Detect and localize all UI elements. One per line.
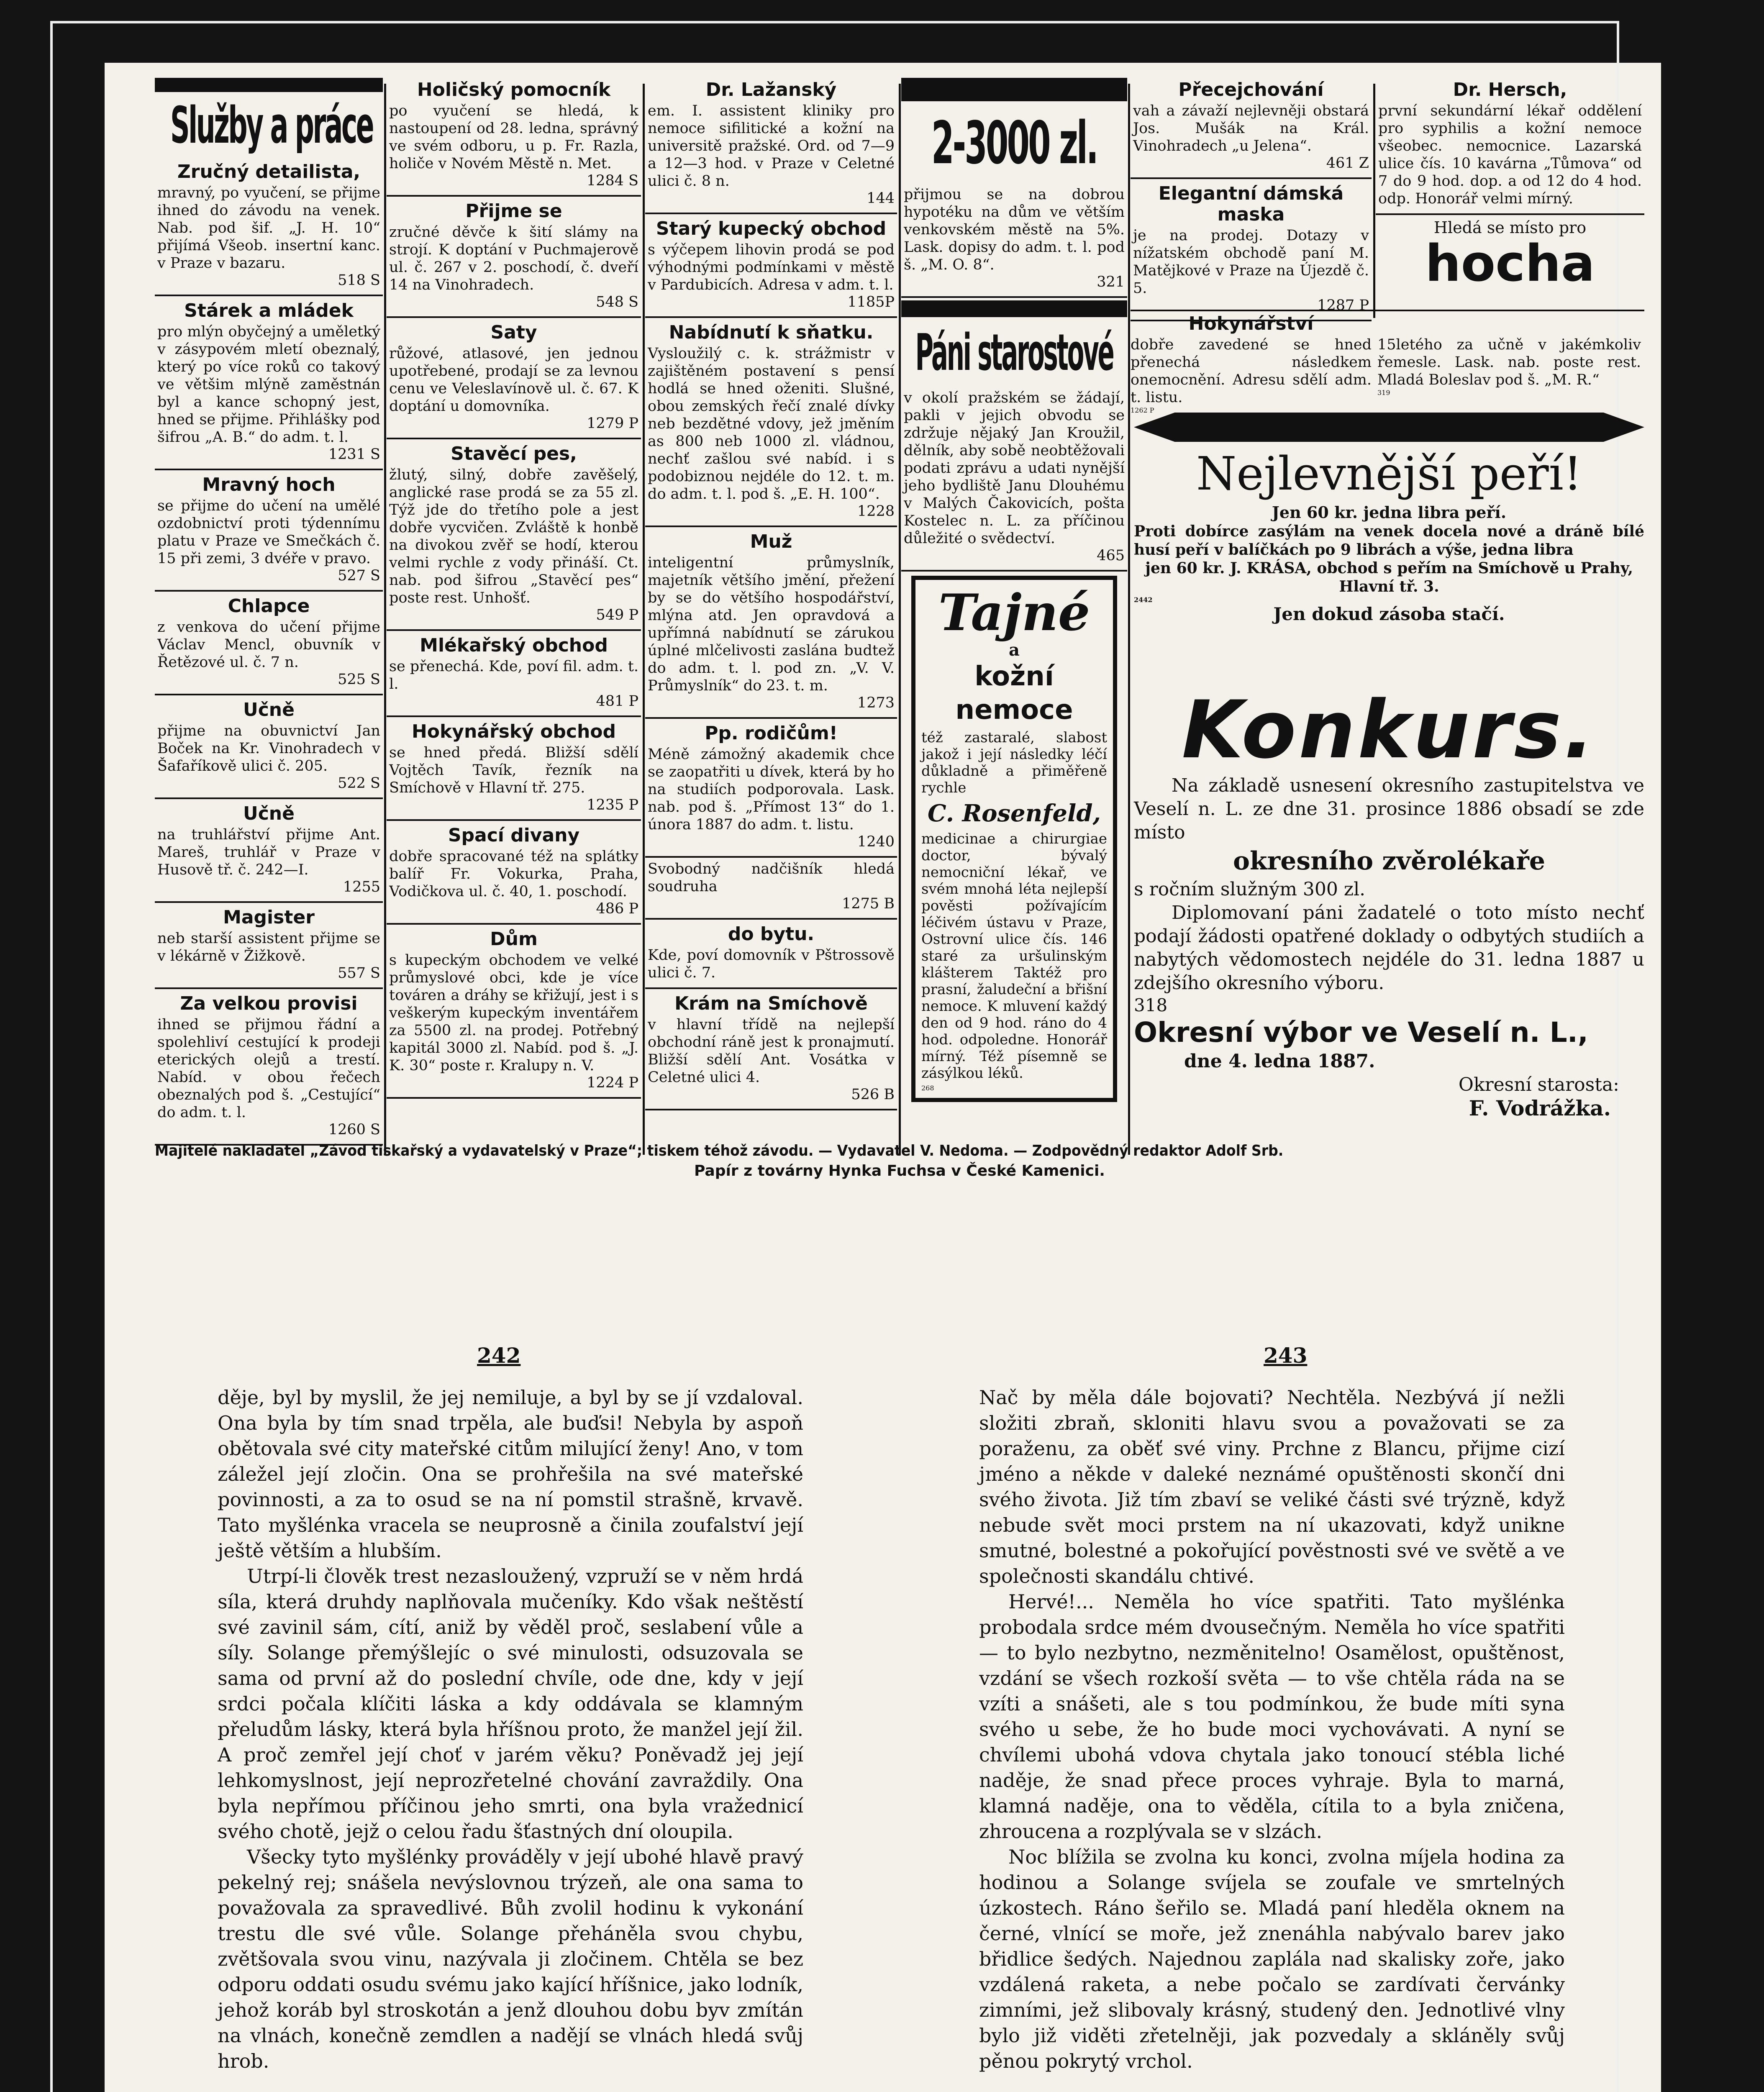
ad-reference-number: 526 B <box>851 1086 895 1103</box>
ad-body: dobře spracované též na splátky balíř Fr. Vokurka, Praha, Vodičkova ul. č. 40, 1. poschodí. <box>389 848 638 900</box>
column-4 <box>901 75 1127 1146</box>
ad-body: první sekundární lékař oddělení pro syphilis a kožní nemoce všeobec. nemocnice. Lazarská ulice čís. 10 kavárna „Tůmova“ od 7 do 9 hod. dop. a od 12 do 4 hod. odp. Honorář velmi mírný. <box>1378 103 1642 207</box>
loan-ref: 321 <box>1097 274 1125 290</box>
story-paragraph: Všecky tyto myšlénky prováděly v její ubohé hlavě pravý pekelný rej; snášela nevýslovnou trýzeň, ale ona sama to považovala za spravedlivé. Bůh zvolil hodinu k vykonání trestu dle své vůle. Solange přeháněla svou chybu, zvětšovala svou vinu, nazývala ji zločinem. Chtěla se bez odporu oddati osudu svému jako kající hříšnice, jako lodník, jehož koráb byl stroskotán a jenž dlouhou dobu byv zmítán na vlnách, konečně zemdlen a nadějí se vlnách hledá svůj hrob. <box>218 1846 803 2072</box>
classified-ad <box>155 592 383 695</box>
ad-body: po vyučení se hledá, k nastoupení od 28. ledna, správný ve svém odboru, u p. Fr. Razla, holiče v Novém Městě n. Met. <box>389 103 638 172</box>
rosenfeld-amp: a <box>1009 640 1020 660</box>
classified-ad <box>387 197 641 318</box>
column-rule <box>1128 84 1130 1155</box>
story-paragraph: Nač by měla dále bojovati? Nechtěla. Nezbývá jí nežli složiti zbraň, skloniti hlavu svou a považovati se za poraženu, za oběť své viny. Prchne z Blancu, přijme cizí jméno a někde v daleké neznámé opuštěnosti skončí dni svého života. Již tím zbaví se veliké části své trýzně, když nebude svět moci prstem na ní ukazovati, když unikne smutné, bolestné a pokořující pověstnosti své ve světě a ve společnosti skandálu chtivé. <box>979 1386 1565 1587</box>
mayors-header: Páni starostové <box>915 324 1113 382</box>
ad-title: Učně <box>243 803 295 824</box>
classified-ad <box>387 821 641 925</box>
classified-ad <box>645 989 897 1110</box>
peri-ad <box>1134 410 1644 665</box>
story-paragraph: Utrpí-li člověk trest nezasloužený, vzpruží se v něm hrdá síla, která druhdy naplňovala mučeníky. Kdo však neštěstí své zavinil sám, cítí, aniž by věděl proč, seslabení vůle a síly. Solange přemýšlejíc o své minulosti, odsuzovala se sama od první až do poslední chvíle, ode dne, kdy v její srdci počala klíčiti láska a kdy oddávala se klamným přeludům lásky, která byla hříšnou proto, že manžel její žil. A proč zemřel její choť v jarém věku? Poněvadž jej její lehkomyslnost, její neprozřetelné chování zavraždily. Ona byla nepřímou příčinou jeho smrti, ona byla vražednicí svého chotě, jejž o celou řadu šťastných dní oloupila. <box>218 1565 803 1843</box>
ad-title: Holičský pomocník <box>417 79 611 100</box>
column-rule <box>384 84 386 1155</box>
column-rule <box>643 84 645 1155</box>
classified-ads-section <box>155 75 1644 1197</box>
ad-title: Stárek a mládek <box>184 300 354 321</box>
ad-reference-number: 548 S <box>596 294 638 310</box>
konkurs-ref: 318 <box>1134 995 1168 1015</box>
ad-reference-number: 1224 P <box>587 1074 638 1091</box>
ad-body: pro mlýn obyčejný a uměletký v zásypovém mletí obeznalý, který po více roků co takový ve většim mlýně zaměstnán byl a kance schopný jest, hned se přijme. Přihlášky pod šifrou „A. B.“ do adm. t. l. <box>157 323 380 446</box>
ad-body: mravný, po vyučení, se přijme ihned do závodu na venek. Nab. pod šif. „J. H. 10“ přijímá Všeob. insertní kanc. v Praze v bazaru. <box>157 185 380 272</box>
ad-reference-number: 518 S <box>338 272 380 289</box>
ad-body: se přijme do učení na umělé ozdobnictví proti týdennímu platu v Praze ve Smečkách č. 15 při zemi, 3 dvéře v pravo. <box>157 497 380 567</box>
peri-line1b: Proti dobírce zasýlám na venek docela nové a dráně bílé husí peří v balíčkách po 9 librách a výše, jedna libra <box>1134 523 1644 559</box>
konkurs-p2: s ročním služným 300 zl. <box>1134 879 1366 900</box>
ad-reference-number: 549 P <box>596 607 638 623</box>
ad-title: Učně <box>243 699 295 720</box>
ad-body: se přenechá. Kde, poví fil. adm. t. l. <box>389 658 638 692</box>
mayors-ad <box>901 387 1127 572</box>
ad-reference-number: 1228 <box>857 503 895 520</box>
ad-reference-number: 1260 S <box>328 1121 380 1138</box>
ad-reference-number: 1287 P <box>1317 297 1369 314</box>
story-right-column <box>979 1385 1565 2074</box>
classified-ad <box>1376 75 1644 215</box>
ad-title: Magister <box>223 907 315 928</box>
classified-ad <box>387 439 641 631</box>
konkurs-p3: Diplomovaní páni žadatelé o toto místo nechť podají žádosti opatřené doklady o odbytých studiích a nabytých vědomostech nejdéle do 31. ledna 1887 u zdejšího okresního výboru. <box>1134 902 1644 994</box>
ad-title: Pp. rodičům! <box>705 723 838 744</box>
paper-line: Papír z továrny Hynka Fuchsa v České Kamenici. <box>694 1162 1105 1179</box>
ornament-bar <box>901 300 1127 317</box>
ad-title: Dr. Hersch, <box>1453 79 1567 100</box>
rosenfeld-intro: též zastaralé, slabost jakož i její následky léčí důkladně a přiměřeně rychle <box>921 729 1107 796</box>
hocha-intro: Hledá se místo pro <box>1433 218 1587 237</box>
ad-title: Dr. Lažanský <box>705 79 837 100</box>
ad-reference-number: 1273 <box>857 695 895 711</box>
peri-line3: Jen dokud zásoba stačí. <box>1273 604 1505 624</box>
konkurs-p1: Na základě usnesení okresního zastupitelstva ve Veselí n. L. ze dne 31. prosince 1886 obsadí se zde místo <box>1134 775 1644 843</box>
hokynarstvi-title: Hokynářství <box>1188 313 1314 334</box>
classified-ad <box>645 318 897 527</box>
ad-body: ihned se přijmou řádní a spolehliví cestující k prodeji eterických olejů a trestí. Nabíd. v obou řečech obeznalých pod š. „Cestující“ do adm. t. l. <box>157 1016 380 1121</box>
hokynarstvi-ad <box>1131 310 1644 414</box>
mayors-ref: 465 <box>1097 547 1125 564</box>
column-1 <box>155 75 383 1146</box>
column-rule <box>1373 84 1375 318</box>
ad-reference-number: 481 P <box>596 693 638 710</box>
classified-ad <box>155 989 383 1146</box>
classified-ad <box>645 214 897 318</box>
story-paragraph: Hervé!... Neměla ho více spatřiti. Tato myšlénka probodala srdce mém dvousečným. Neměla ho více spatřiti — to bylo nezbytno, nezměnitelno! Osamělost, opuštěnost, vzdání se všech rozkoší světa — to vše chtěla ráda na se vzíti a snášeti, ale s tou podmínkou, že bude míti syna svého u sebe, že ho bude moci vychovávati. A nyní se chvílemi ubohá vdova chytala jako tonoucí stébla liché naděje, že snad přece proces vyhraje. Byla to marná, klamná naděje, ona to věděla, cítila to a byla zničena, zhroucena a rozplývala se v slzách. <box>979 1590 1565 1843</box>
ad-reference-number: 1231 S <box>328 446 380 463</box>
ad-body: se hned předá. Bližší sdělí Vojtěch Tavík, řezník na Smíchově v Hlavní tř. 275. <box>389 744 638 796</box>
rosenfeld-body: medicinae a chirurgiae doctor, bývalý nemocniční lékař, ve svém mnohá léta nejlepší pověsti požívajícím léčivém ústavu v Praze, Ostrovní ulice čís. 146 staré za uršulinským klášterem Taktéž pro prasní, žaludeční a břišní nemoce. K mluvení každý den od 9 hod. ráno do 4 hod. odpoledne. Honorář mírný. Též písemně se zásýlkou léků. <box>921 831 1107 1082</box>
ad-body: zručné děvče k šití slámy na strojí. K doptání v Puchmajerově ul. č. 267 v 2. poschodí, č. dveří 14 na Vinohradech. <box>389 224 638 293</box>
ad-body: je na prodej. Dotazy v nížatském obchodě paní M. Matějkové v Praze na Újezdě č. 5. <box>1133 227 1369 297</box>
ad-body: inteligentní průmyslník, majetník většího jmění, přežení by se do většího hospodářství, mlýna atd. Jen opravdová a upřímná nabídnutí se zárukou úplné mlčelivosti zaslána budtež do adm. t. l. pod zn. „V. V. Průmyslník“ do 23. t. m. <box>648 554 895 694</box>
hokynarstvi-body: dobře zavedené se hned přenechá následkem onemocnění. Adresu sdělí adm. t. listu. <box>1131 336 1372 406</box>
ad-body: neb starší assistent přijme se v lékárně v Žižkově. <box>157 930 380 964</box>
ad-title: Starý kupecký obchod <box>656 218 887 239</box>
ad-reference-number: 1279 P <box>587 415 638 432</box>
konkurs-position: okresního zvěrolékaře <box>1233 846 1546 876</box>
konkurs-name: F. Vodrážka. <box>1469 1096 1611 1120</box>
ad-title: Elegantní dámská maska <box>1158 183 1344 225</box>
peri-line1: Jen 60 kr. jedna libra peří. <box>1272 503 1507 522</box>
ad-body: Vysloužilý c. k. strážmistr v zajištěném postavení s pensí hodlá se hned oženiti. Slušné, obou zemských řečí znalé dívky neb bezdětné vdovy, jež jměním as 800 neb 1000 zl. vládnou, nechť zašlou své nabíd. i s podobiznou nejdéle do 12. t. m. do adm. t. l. pod š. „E. H. 100“. <box>648 345 895 502</box>
classified-ad <box>645 527 897 719</box>
page-number-left: 242 <box>477 1343 521 1368</box>
classified-ad <box>155 695 383 799</box>
ad-title: Dům <box>490 928 538 950</box>
classified-ad <box>387 925 641 1099</box>
column-rule <box>899 84 901 1155</box>
ad-title: Stavěcí pes, <box>451 443 577 464</box>
ad-body: em. I. assistent kliniky pro nemoce sifilitické a kožní na universitě pražské. Ord. od 7—9 a 12—3 hod. v Praze v Celetné ulici č. 8 n. <box>648 103 895 190</box>
konkurs-date: dne 4. ledna 1887. <box>1184 1051 1375 1072</box>
ad-reference-number: 1255 <box>343 879 380 895</box>
ad-body: Svobodný nadčišník hledá soudruha <box>648 861 895 895</box>
classified-ad <box>155 799 383 903</box>
classified-ad <box>387 717 641 821</box>
rosenfeld-ad <box>911 576 1117 1102</box>
ad-body: růžové, atlasové, jen jednou upotřebené, prodají se za levnou cenu ve Veleslavínově ul. č. 67. K doptání u domovníka. <box>389 345 638 415</box>
ad-reference-number: 527 S <box>338 567 380 584</box>
ad-body: na truhlářství přijme Ant. Mareš, truhlář v Praze v Husově tř. č. 242—I. <box>157 826 380 878</box>
ad-title: Krám na Smíchově <box>674 993 868 1014</box>
ad-reference-number: 461 Z <box>1326 155 1369 172</box>
ad-body: s výčepem lihovin prodá se pod výhodnými podmínkami v městě v Pardubicích. Adresa v adm. t. l. <box>648 241 895 293</box>
classified-ad <box>645 75 897 214</box>
rosenfeld-ref: 268 <box>921 1084 934 1092</box>
header-rule <box>155 78 383 92</box>
ad-title: Přijme se <box>465 200 562 222</box>
ad-reference-number: 1275 B <box>842 895 895 912</box>
ad-body: s kupeckým obchodem ve velké průmyslové obci, kde je více továren a dráhy se křižují, jest i s veškerým kupeckým inventářem za 5500 zl. na prodej. Potřebný kapitál 3000 zl. Nabíd. pod š. „J. K. 30“ poste r. Kralupy n. V. <box>389 952 638 1074</box>
peri-title: Nejlevnější peří! <box>1196 447 1582 500</box>
ad-title: Přecejchování <box>1178 79 1324 100</box>
story-paragraph: děje, byl by myslil, že jej nemiluje, a byl by se jí vzdaloval. Ona byla by tím snad trpěla, ale buďsi! Nebyla by aspoň obětovala své city mateřské citům milující ženy! Ano, v tom záležel její zločin. Ona se prohřešila na své mateřské povinnosti, a za to osud se na ní pomstil strašně, krvavě. Tato myšlénka vracela se neuprosně a činila zoufalství její ještě větším a hlubším. <box>218 1386 803 1562</box>
ad-title: Mlékařský obchod <box>420 635 608 656</box>
peri-line2: jen 60 kr. J. KRÁSA, obchod s peřím na Smíchově u Prahy, Hlavní tř. 3. <box>1145 559 1633 595</box>
loan-body: přijmou se na dobrou hypotéku na dům ve větším venkovském městě na 5%. Lask. dopisy do adm. t. l. pod š. „M. O. 8“. <box>904 186 1125 273</box>
classified-ad <box>645 858 897 920</box>
ad-reference-number: 522 S <box>338 775 380 792</box>
story-left-column <box>218 1385 803 2074</box>
rosenfeld-name: C. Rosenfeld, <box>928 800 1101 827</box>
rosenfeld-subtitle: kožní nemoce <box>955 661 1073 726</box>
classified-ad <box>387 631 641 717</box>
rosenfeld-title: Tajné <box>938 583 1090 642</box>
loan-amount-header: 2-3000 zl. <box>931 109 1097 177</box>
ad-reference-number: 557 S <box>338 965 380 982</box>
mayors-body: v okolí pražském se žádají, pakli v jejich obvodu se zdržuje nějaký Jan Kroužil, dělník, aby sobě neobtěžovali podati zprávu a udati nynější jeho bydliště Janu Dlouhému v Malých Čakovicích, pošta Kostelec n. L. za příčinou důležité o svědectví. <box>904 390 1125 547</box>
classified-ad <box>155 903 383 989</box>
ad-body: Kde, poví domovník v Pštrossově ulici č. 7. <box>648 947 895 981</box>
classified-ad <box>155 157 383 296</box>
ad-title: Mravný hoch <box>202 474 336 495</box>
column-2 <box>387 75 641 1146</box>
classified-ad <box>155 470 383 592</box>
konkurs-signature: Okresní výbor ve Veselí n. L., <box>1134 1016 1588 1049</box>
ad-body: z venkova do učení přijme Václav Mencl, obuvník v Řetězové ul. č. 7 n. <box>157 619 380 671</box>
ad-reference-number: 486 P <box>596 900 638 917</box>
ad-reference-number: 1185P <box>847 294 895 310</box>
ad-title: Zručný detailista, <box>177 161 361 182</box>
konkurs-title: Konkurs. <box>1182 684 1597 776</box>
hocha-ref: 319 <box>1377 389 1390 397</box>
ornament-bar <box>901 78 1127 101</box>
imprint-line: Majitelé nakladatel „Závod tiskařský a vydavatelský v Praze“; tiskem téhož závodu. — Vydavatel V. Nedoma. — Zodpovědný redaktor Adolf Srb. <box>155 1142 1284 1159</box>
ornament-bar <box>1134 413 1644 442</box>
classified-ad <box>155 296 383 470</box>
section-header: Služby a práce <box>170 97 373 155</box>
classified-ad <box>645 719 897 858</box>
hocha-body: 15letého za učně v jakémkoliv řemesle. Lask. nab. poste rest. Mladá Boleslav pod š. „M. R.“ <box>1377 336 1641 388</box>
ad-title: Spací divany <box>448 825 580 846</box>
ad-title: Nabídnutí k sňatku. <box>669 322 874 343</box>
hokynarstvi-ref: 1262 P <box>1131 406 1154 414</box>
ad-body: vah a závaží nejlevněji obstará Jos. Mušák na Král. Vinohradech „u Jelena“. <box>1133 103 1369 154</box>
classified-ad <box>387 75 641 197</box>
classified-ad <box>645 920 897 989</box>
konkurs-notice <box>1134 686 1644 1146</box>
loan-ad <box>901 183 1127 298</box>
classified-ad <box>1131 75 1372 179</box>
konkurs-role: Okresní starosta: <box>1458 1074 1619 1095</box>
ad-body: přijme na obuvnictví Jan Boček na Kr. Vinohradech v Šafaříkově ulici č. 205. <box>157 723 380 774</box>
column-3 <box>645 75 897 1146</box>
ad-body: Méně zámožný akademik chce se zaopatřiti u dívek, která by ho na studiích podporovala. Lask. nab. pod š. „Přímost 13“ do 1. února 1887 do adm. t. listu. <box>648 746 895 833</box>
column-6 <box>1376 75 1644 310</box>
ad-body: v hlavní třídě na nejlepší obchodní ráně jest k pronajmutí. Bližší sdělí Ant. Vosátka v Celetné ulici 4. <box>648 1016 895 1086</box>
hocha-header: hocha <box>1425 235 1595 293</box>
ad-title: Saty <box>490 322 537 343</box>
classified-ad <box>387 318 641 439</box>
column-5 <box>1131 75 1372 314</box>
ad-reference-number: 525 S <box>338 671 380 688</box>
story-paragraph: Noc blížila se zvolna ku konci, zvolna míjela hodina za hodinou a Solange svíjela se zoufale ve smrtelných úzkostech. Ráno šeřilo se. Mladá paní hleděla oknem na černé, vlnící se moře, jež znenáhla nabývalo barev jako břidlice šedých. Najednou zaplála nad skalisky zoře, jako vzdálená raketa, a nebe počalo se zardívati červánky zimními, jež slibovaly krásný, studený den. Jednotlivé vlny bylo již viděti zřetelněji, jak pozvedaly a skláněly svůj pěnou pokrytý vrchol. <box>979 1846 1565 2072</box>
ad-body: žlutý, silný, dobře zavěšelý, anglické rase prodá se za 55 zl. Týž jde do třetího pole a jest dobře vycvičen. Zvláště k honbě na divokou zvěř se hodí, kterou velmi rychle z vody přináší. Ct. nab. pod šifrou „Stavěcí pes“ poste rest. Unhošť. <box>389 467 638 606</box>
ad-reference-number: 144 <box>867 190 895 207</box>
ad-reference-number: 1240 <box>857 833 895 850</box>
ad-title: Hokynářský obchod <box>411 721 616 742</box>
ad-title: Chlapce <box>228 595 310 617</box>
peri-ref: 2442 <box>1134 596 1153 604</box>
ad-title: Muž <box>750 531 792 552</box>
classified-ad <box>1131 179 1372 321</box>
page-number-right: 243 <box>1264 1343 1308 1368</box>
ad-title: do bytu. <box>728 923 815 945</box>
ad-title: Za velkou provisi <box>180 993 358 1014</box>
ad-reference-number: 1235 P <box>587 797 638 813</box>
ad-reference-number: 1284 S <box>586 172 638 189</box>
